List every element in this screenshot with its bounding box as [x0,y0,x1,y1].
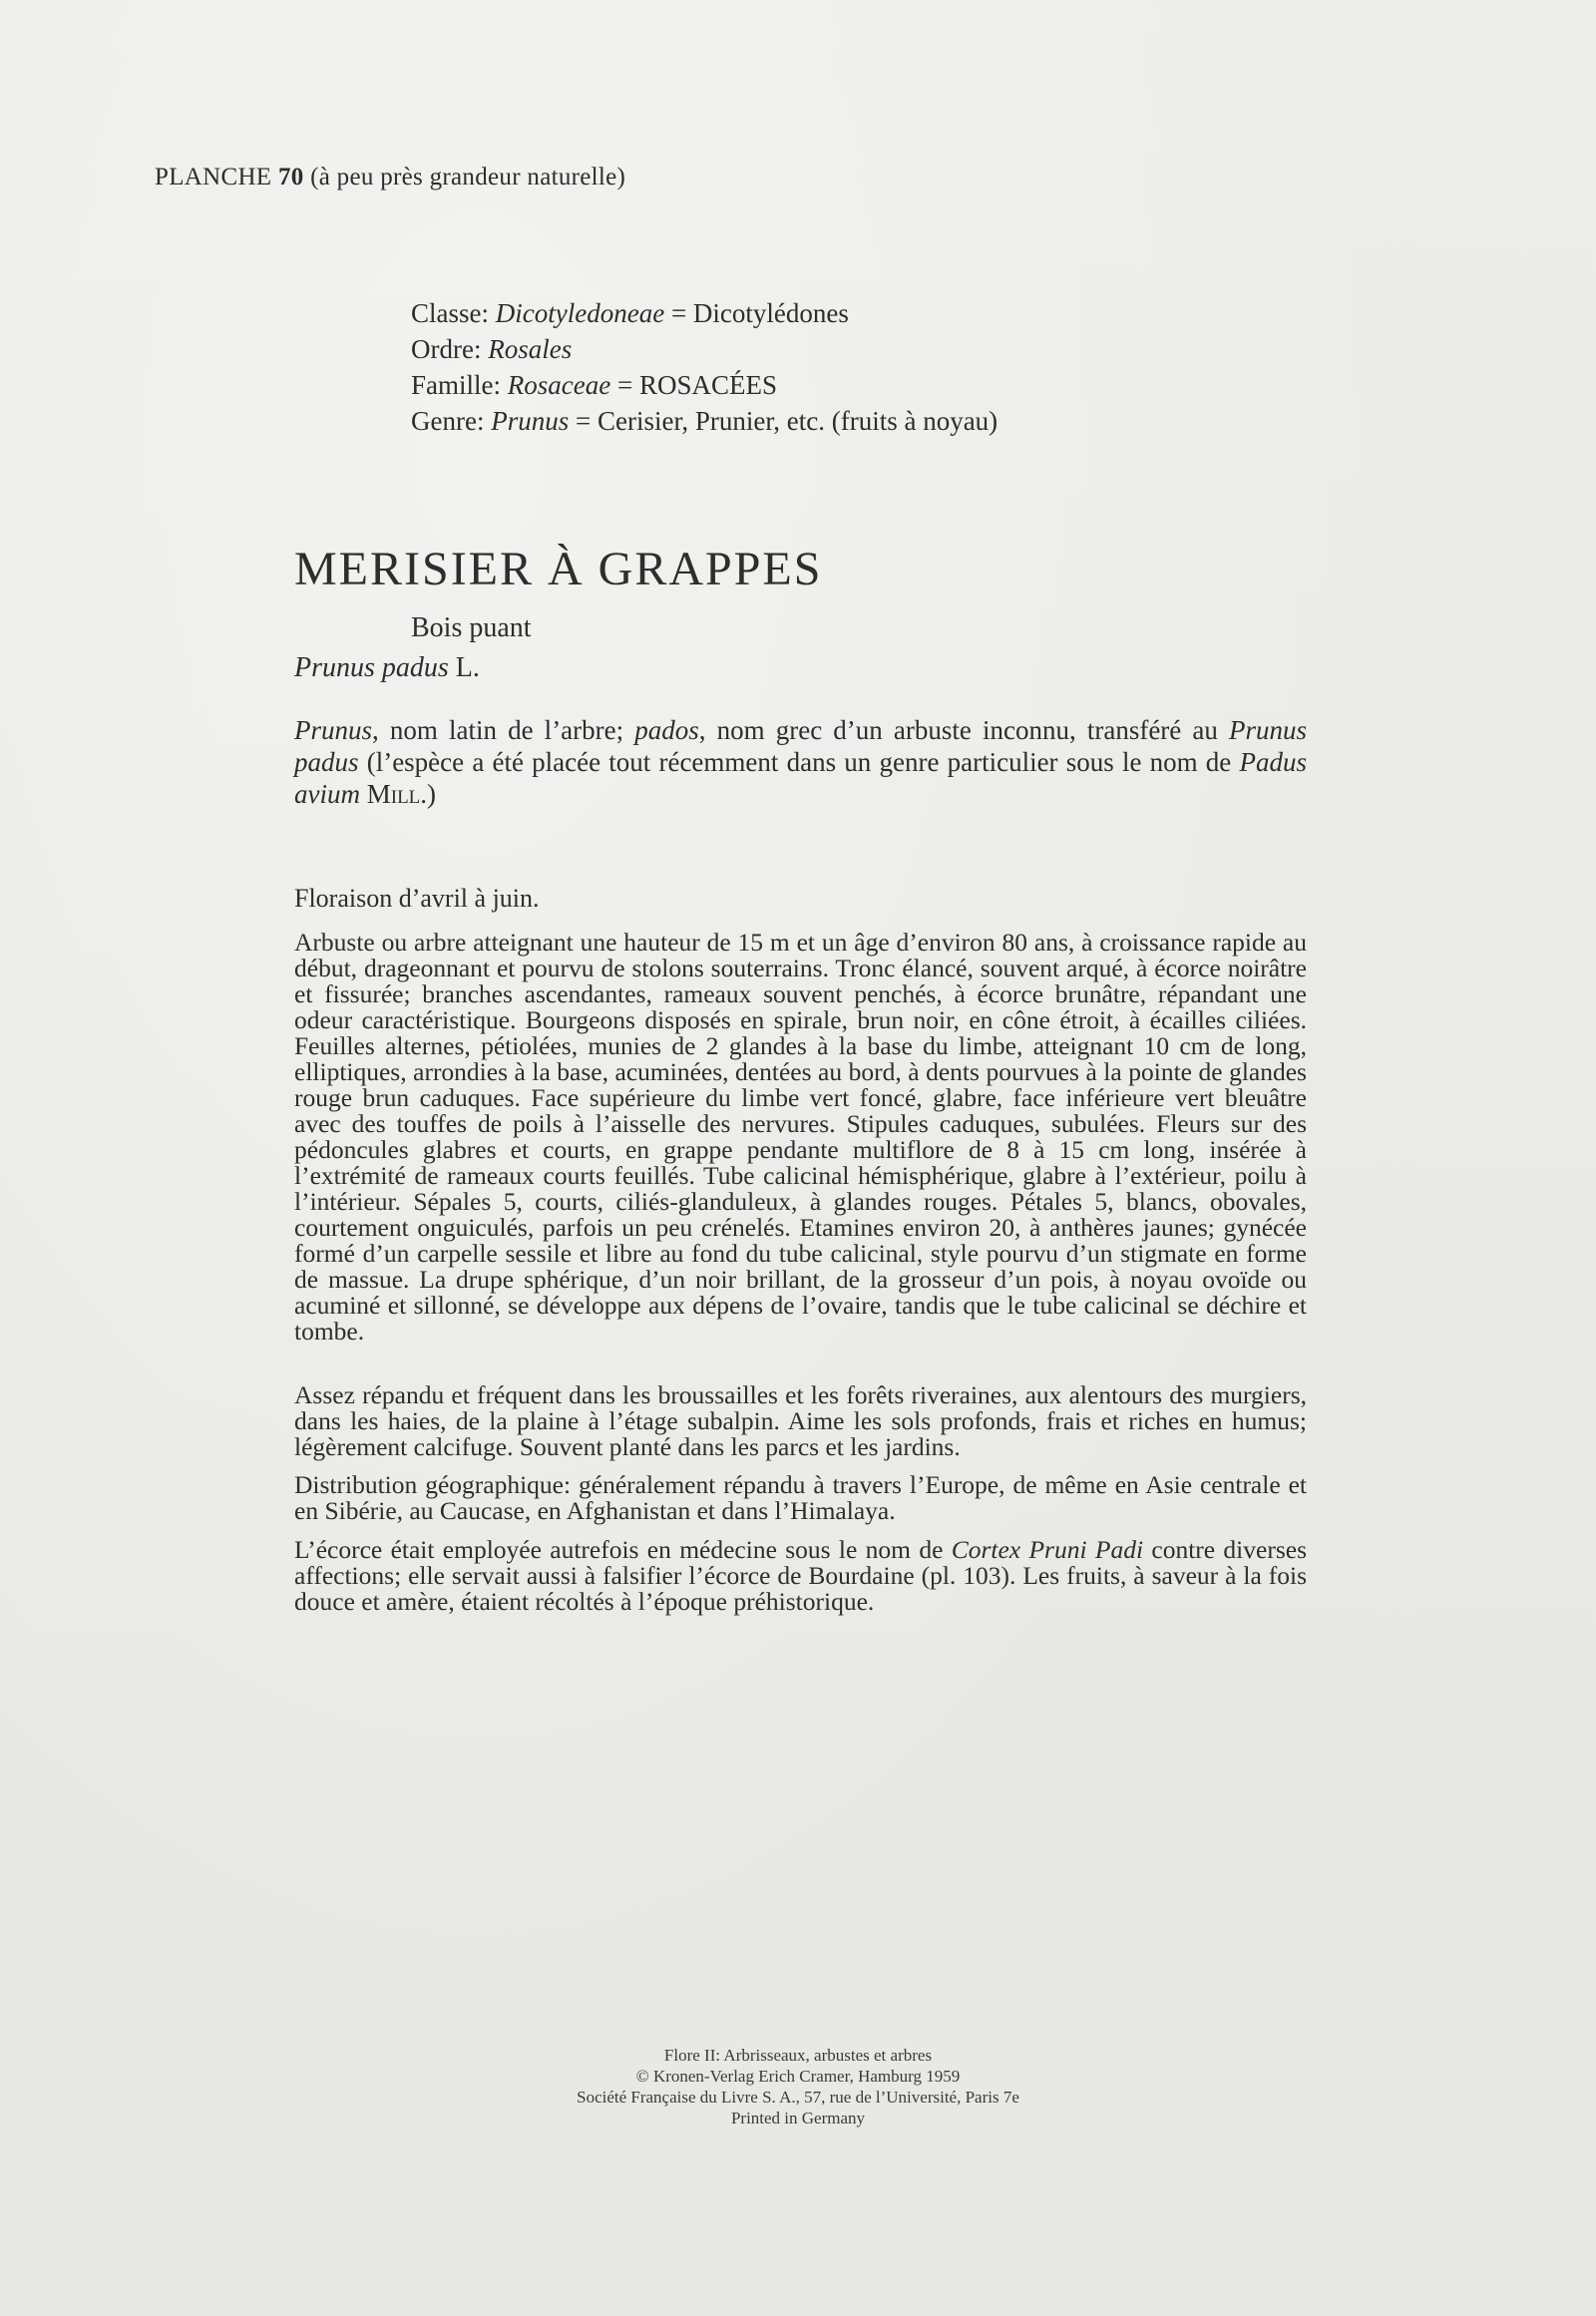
classe-latin: Dicotyledoneae [495,298,665,328]
etym-text-3: (l’espèce a été placée tout récemment dans un genre particulier sous le nom de [358,747,1240,777]
etym-text-4 [360,779,367,809]
uses-paragraph [294,1537,1307,1615]
classe-label: Classe: [411,298,496,328]
plate-header [155,164,625,192]
famille-label: Famille: [411,370,508,400]
etym-word-2: pados [634,715,699,745]
plate-prefix: PLANCHE [155,164,278,191]
ordre-latin: Rosales [488,334,573,364]
colophon [0,2045,1596,2128]
genre-latin: Prunus [491,406,570,436]
etym-word-4: Padus avium [294,747,1307,809]
uses-latin: Cortex Pruni Padi [951,1535,1144,1564]
taxonomy-genre [411,403,998,439]
habitat-paragraph: Assez répandu et fréquent dans les broussailles et les forêts riveraines, aux alentours des murgiers, dans les haies, de la plaine à l’étage subalpin. Aime les sols profonds, frais et riches en humus; légèrement calcifuge. Souvent planté dans les parcs et les jardins. [294,1380,1307,1461]
classe-value: Dicotylédones [692,298,849,328]
etymology-paragraph [294,714,1307,810]
distribution-paragraph: Distribution géographique: généralement répandu à travers l’Europe, de même en Asie centrale et en Sibérie, au Caucase, en Afghanistan et dans l’Himalaya. [294,1470,1307,1525]
famille-sep: = [610,370,639,400]
uses-text-1: L’écorce était employée autrefois en médecine sous le nom de [294,1535,952,1564]
etym-text-5: ) [427,779,437,809]
plate-note: (à peu près grandeur naturelle) [303,164,626,191]
taxonomy-ordre [411,331,998,367]
taxonomy-famille [411,367,998,403]
genre-label: Genre: [411,406,492,436]
genre-sep: = [569,406,598,436]
colophon-line-3: Société Française du Livre S. A., 57, rue de l’Université, Paris 7e [577,2088,1019,2107]
etym-text-2: , nom grec d’un arbuste inconnu, transféré au [698,715,1229,745]
description-paragraph: Arbuste ou arbre atteignant une hauteur de 15 m et un âge d’environ 80 ans, à croissance rapide au début, drageonnant et pourvu de stolons souterrains. Tronc élancé, souvent arqué, à écorce noirâtre et fissurée; branches ascendantes, rameaux souvent penchés, à écorce brunâtre, répandant une odeur caractéristique. Bourgeons disposés en spirale, brun noir, en cône étroit, à écailles ciliées. Feuilles alternes, pétiolées, munies de 2 glandes à la base du limbe, atteignant 10 cm de long, elliptiques, arrondies à la base, acuminées, dentées au bord, à dents pourvues à la pointe de glandes rouge brun caduques. Face supérieure du limbe vert foncé, glabre, face inférieure vert bleuâtre avec des touffes de poils à l’aisselle des nervures. Stipules caduques, subulées. Fleurs sur des pédoncules glabres et courts, en grappe pendante multiflore de 8 à 15 cm long, insérée à l’extrémité de rameaux courts feuillés. Tube calicinal hémisphérique, glabre à l’extérieur, poilu à l’intérieur. Sépales 5, courts, ciliés-glanduleux, à glandes rouges. Pétales 5, blancs, obovales, courtement onguiculés, parfois un peu crénelés. Etamines environ 20, à anthères jaunes; gynécée formé d’un carpelle sessile et libre au fond du tube calicinal, style pourvu d’un stigmate en forme de massue. La drupe sphérique, d’un noir brillant, de la grosseur d’un pois, à noyau ovoïde ou acuminé et sillonné, se développe aux dépens de l’ovaire, tandis que le tube calicinal se déchire et tombe. [294,928,1307,1346]
etym-word-1: Prunus [294,715,373,745]
common-name: Bois puant [411,612,532,643]
etym-text-1: , nom latin de l’arbre; [372,715,635,745]
plate-number: 70 [277,164,304,191]
uses-text-2: contre diverses affections; elle servait aussi à falsifier l’écorce de Bourdaine (pl. 103). Les fruits, à saveur à la fois douce et amère, étaient récoltés à l’époque préhistorique. [294,1535,1307,1616]
colophon-line-4: Printed in Germany [730,2109,866,2127]
binomial-name [294,652,480,684]
ordre-label: Ordre: [411,334,489,364]
classe-sep: = [664,298,693,328]
binomial-author: L. [448,652,480,683]
binomial-latin: Prunus padus [294,652,449,683]
colophon-line-2: © Kronen-Verlag Erich Cramer, Hamburg 1959 [635,2067,961,2086]
etym-word-3: Prunus padus [294,715,1307,777]
colophon-line-1: Flore II: Arbrisseaux, arbustes et arbres [663,2046,933,2065]
famille-latin: Rosaceae [507,370,611,400]
page-title: MERISIER À GRAPPES [294,543,823,595]
etym-author: Mill. [366,779,428,809]
famille-value: ROSACÉES [638,370,777,400]
genre-value: Cerisier, Prunier, etc. (fruits à noyau) [597,406,998,436]
flowering-line: Floraison d’avril à juin. [294,884,540,913]
taxonomy-classe [411,295,998,331]
taxonomy-block [411,295,998,439]
